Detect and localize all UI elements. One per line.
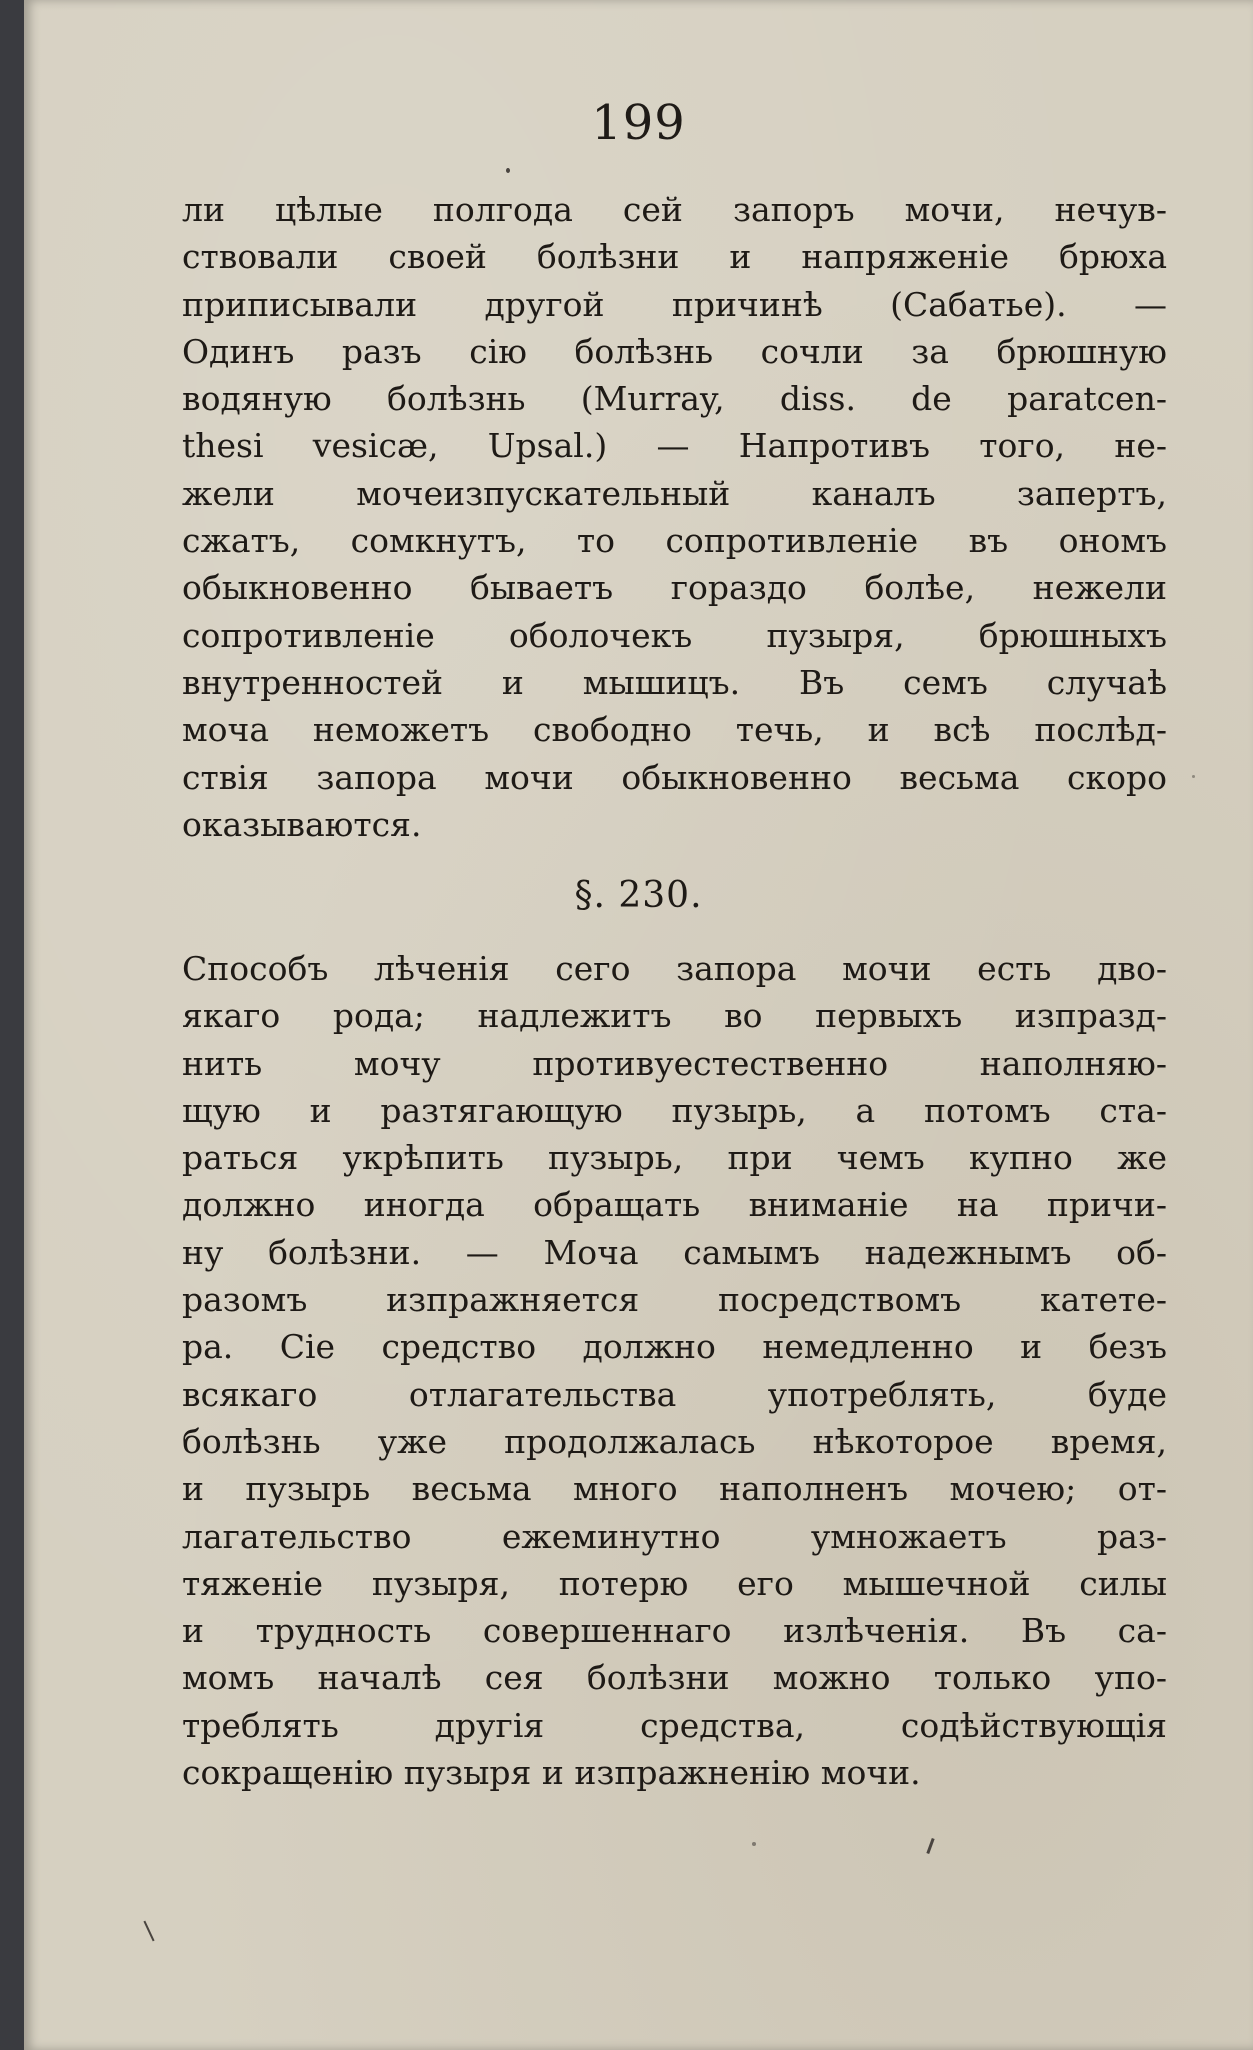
text-line: обыкновенно бываетъ гораздо болѣе, нежели <box>182 568 1167 608</box>
paper-speck <box>752 1842 756 1846</box>
text-line: жели мочеизпускательный каналъ запертъ, <box>182 473 1167 513</box>
text-line: внутренностей и мышицъ. Въ семъ случаѣ <box>182 662 1167 702</box>
paper-speck <box>506 168 510 173</box>
text-line: момъ началѣ сея болѣзни можно только упо- <box>182 1658 1167 1698</box>
text-line: Одинъ разъ сію болѣзнь сочли за брюшную <box>182 331 1167 371</box>
page-number: 199 <box>591 95 686 151</box>
text-line: ра. Сіе средство должно немедленно и безъ <box>182 1327 1167 1367</box>
text-line: должно иногда обращать вниманіе на причи- <box>182 1185 1167 1225</box>
text-line: водяную болѣзнь (Murray, diss. de paratcen- <box>182 379 1167 419</box>
text-line: оказываются. <box>182 804 422 844</box>
text-line: лагательство ежеминутно умножаетъ раз- <box>182 1516 1167 1556</box>
text-line: якаго рода; надлежитъ во первыхъ изпразд- <box>182 996 1167 1036</box>
text-line: раться укрѣпить пузырь, при чемъ купно же <box>182 1138 1167 1178</box>
text-line: нить мочу противуестественно наполняю- <box>182 1043 1167 1083</box>
paper-speck <box>143 1921 154 1942</box>
book-page <box>24 0 1253 2050</box>
text-line: ствовали своей болѣзни и напряженіе брюха <box>182 237 1167 277</box>
text-line: сопротивленіе оболочекъ пузыря, брюшныхъ <box>182 615 1167 655</box>
text-line: треблять другія средства, содѣйствующія <box>182 1705 1167 1745</box>
text-line: тяженіе пузыря, потерю его мышечной силы <box>182 1563 1167 1603</box>
text-line: и трудность совершеннаго излѣченія. Въ са- <box>182 1611 1167 1651</box>
paragraph-1 <box>182 186 1167 848</box>
section-heading: §. 230. <box>574 875 703 916</box>
text-line: разомъ изпражняется посредствомъ катете- <box>182 1280 1167 1320</box>
text-line: сжатъ, сомкнутъ, то сопротивленіе въ ономъ <box>182 521 1167 561</box>
paper-speck <box>926 1838 934 1854</box>
text-line: Способъ лѣченія сего запора мочи есть дво- <box>182 949 1167 988</box>
text-line: моча неможетъ свободно течь, и всѣ послѣд- <box>182 710 1167 750</box>
text-line: щую и разтягающую пузырь, а потомъ ста- <box>182 1090 1167 1130</box>
text-line: сокращенію пузыря и изпражненію мочи. <box>182 1753 921 1793</box>
text-line: ствія запора мочи обыкновенно весьма скоро <box>182 757 1167 797</box>
text-line: приписывали другой причинѣ (Сабатье). — <box>182 284 1167 324</box>
text-line: thesi vesicæ, Upsal.) — Напротивъ того, не- <box>182 426 1167 466</box>
text-line: болѣзнь уже продолжалась нѣкоторое время, <box>182 1421 1167 1461</box>
paragraph-2 <box>182 945 1167 1796</box>
text-line: и пузырь весьма много наполненъ мочею; от- <box>182 1469 1167 1509</box>
text-line: ли цѣлые полгода сей запоръ мочи, нечув- <box>182 190 1167 229</box>
paper-speck <box>1192 775 1195 778</box>
text-line: всякаго отлагательства употреблять, буде <box>182 1374 1167 1414</box>
text-line: ну болѣзни. — Моча самымъ надежнымъ об- <box>182 1232 1167 1272</box>
